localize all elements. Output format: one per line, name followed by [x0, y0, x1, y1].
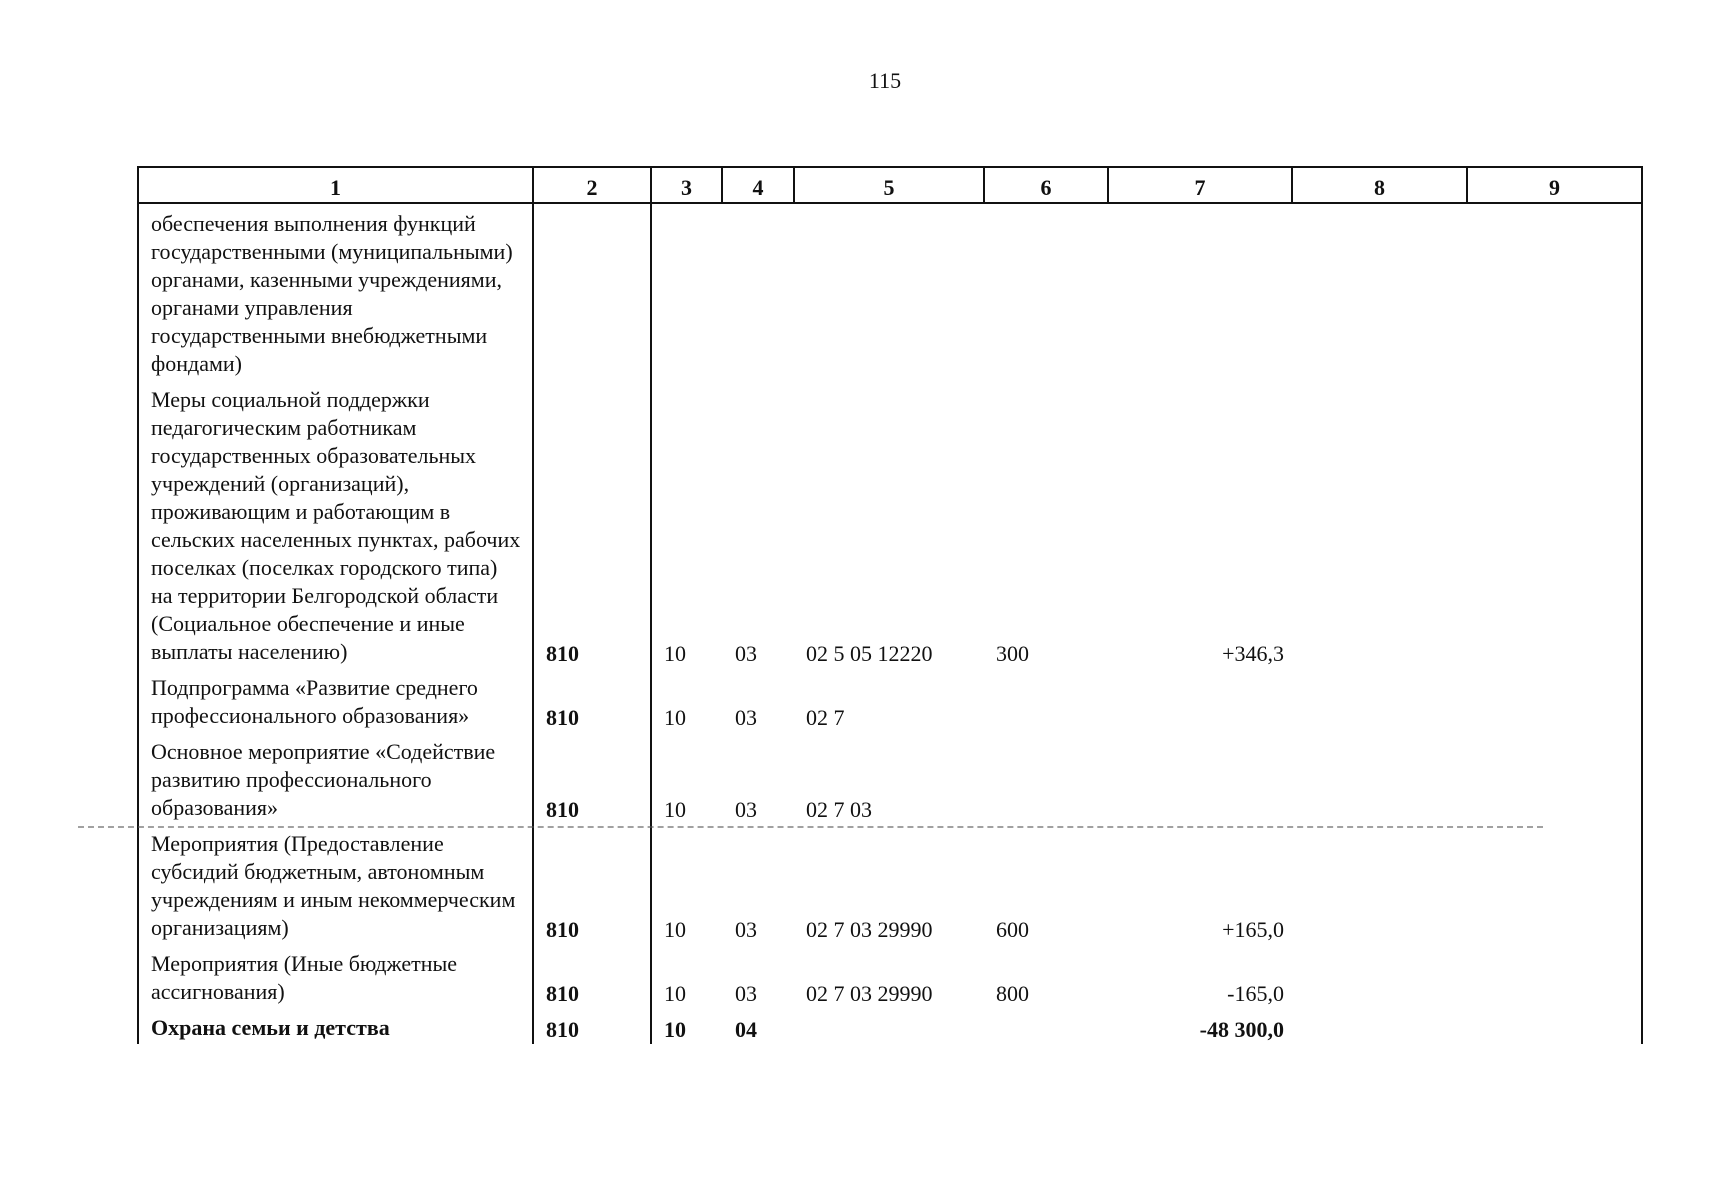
amount-change: [1108, 203, 1292, 380]
code-target-article: [794, 1008, 984, 1044]
row-description: Мероприятия (Предоставление субсидий бюджетным, автономным учреждениям и иным некоммерческим организациям): [138, 824, 533, 944]
table-row: [138, 944, 1642, 1008]
code-subsection: [722, 203, 794, 380]
amount-change: +165,0: [1222, 917, 1284, 942]
table-row: [138, 203, 1642, 380]
column-8: [1292, 1008, 1467, 1044]
row-description: Мероприятия (Иные бюджетные ассигнования): [138, 944, 533, 1008]
table-row: [138, 668, 1642, 732]
row-description: Охрана семьи и детства: [138, 1008, 533, 1044]
column-header: 8: [1292, 167, 1467, 203]
code-expense-type: 600: [996, 917, 1029, 942]
code-expense-type: [984, 668, 1108, 732]
column-9: [1467, 824, 1642, 944]
code-target-article: 02 7: [806, 705, 845, 730]
column-9: [1467, 732, 1642, 824]
column-8: [1292, 944, 1467, 1008]
column-8: [1292, 668, 1467, 732]
budget-table: [137, 166, 1643, 1044]
row-description: Подпрограмма «Развитие среднего профессионального образования»: [138, 668, 533, 732]
column-9: [1467, 1008, 1642, 1044]
code-section: 10: [651, 1008, 722, 1044]
code-section: 10: [651, 944, 722, 1008]
column-header: 6: [984, 167, 1108, 203]
code-target-article: 02 5 05 12220: [806, 641, 933, 666]
code-expense-type: [984, 732, 1108, 824]
code-ministry: [533, 203, 651, 380]
page-number: 115: [868, 68, 902, 93]
code-section: 10: [651, 668, 722, 732]
code-expense-type: [984, 1008, 1108, 1044]
code-ministry: 810: [533, 668, 651, 732]
scan-artifact-line: [78, 826, 1543, 828]
code-target-article: [794, 203, 984, 380]
column-header: 2: [533, 167, 651, 203]
code-ministry: 810: [533, 824, 651, 944]
code-target-article: 02 7 03: [806, 797, 872, 822]
code-subsection: 03: [735, 705, 757, 730]
code-target-article: 02 7 03 29990: [806, 981, 933, 1006]
table-row: [138, 824, 1642, 944]
row-description: обеспечения выполнения функций государственными (муниципальными) органами, казенными учреждениями, органами управления государственными внебюджетными фондами): [138, 203, 533, 380]
table-header-row: [138, 167, 1642, 203]
code-subsection: 03: [735, 797, 757, 822]
code-section: [651, 203, 722, 380]
code-expense-type: [984, 203, 1108, 380]
code-expense-type: 300: [996, 641, 1029, 666]
column-header: 4: [722, 167, 794, 203]
column-header: 1: [138, 167, 533, 203]
column-8: [1292, 203, 1467, 380]
table-row: [138, 380, 1642, 668]
column-header: 7: [1108, 167, 1292, 203]
column-9: [1467, 203, 1642, 380]
code-subsection: 03: [735, 917, 757, 942]
code-section: 10: [651, 824, 722, 944]
code-section: 10: [651, 380, 722, 668]
amount-change: -48 300,0: [1199, 1017, 1284, 1042]
amount-change: -165,0: [1227, 981, 1284, 1006]
code-section: 10: [651, 732, 722, 824]
column-9: [1467, 380, 1642, 668]
column-9: [1467, 668, 1642, 732]
column-9: [1467, 944, 1642, 1008]
column-8: [1292, 380, 1467, 668]
row-description: Основное мероприятие «Содействие развитию профессионального образования»: [138, 732, 533, 824]
table-row: [138, 732, 1642, 824]
table-body: [138, 203, 1642, 1044]
amount-change: +346,3: [1222, 641, 1284, 666]
amount-change: [1108, 732, 1292, 824]
code-subsection: 03: [735, 981, 757, 1006]
code-subsection: 03: [735, 641, 757, 666]
column-8: [1292, 732, 1467, 824]
column-8: [1292, 824, 1467, 944]
code-target-article: 02 7 03 29990: [806, 917, 933, 942]
column-header: 9: [1467, 167, 1642, 203]
row-description: Меры социальной поддержки педагогическим работникам государственных образовательных учреждений (организаций), проживающим и работающим в сельских населенных пунктах, рабочих поселках (поселках городского типа) на территории Белгородской области (Социальное обеспечение и иные выплаты населению): [138, 380, 533, 668]
code-expense-type: 800: [996, 981, 1029, 1006]
amount-change: [1108, 668, 1292, 732]
code-ministry: 810: [533, 944, 651, 1008]
code-ministry: 810: [533, 1008, 651, 1044]
code-ministry: 810: [533, 732, 651, 824]
table-row: [138, 1008, 1642, 1044]
code-ministry: 810: [533, 380, 651, 668]
code-subsection: 04: [735, 1017, 757, 1042]
column-header: 5: [794, 167, 984, 203]
column-header: 3: [651, 167, 722, 203]
